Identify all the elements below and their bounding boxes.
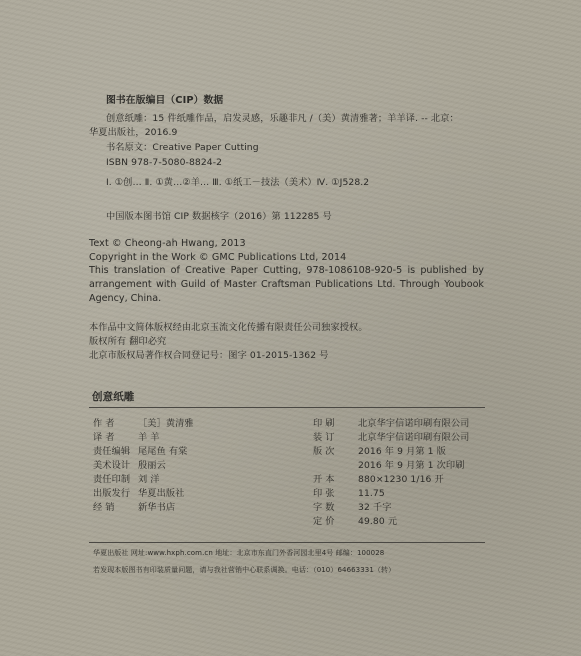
credit-row: 责任印制 刘 洋 (93, 474, 160, 485)
rights-authorization: 本作品中文简体版权经由北京玉流文化传播有限责任公司独家授权。 (89, 322, 368, 333)
footer-publisher-info: 华夏出版社 网址:www.hxph.com.cn 地址：北京市东直门外香河园北里4号 邮编：100028 (93, 549, 385, 557)
credit-row: 出版发行 华夏出版社 (93, 488, 185, 499)
credit-row: 译 者 羊 羊 (93, 432, 160, 443)
credit-row: 作 者 ［美］黄清雅 (93, 418, 194, 429)
footer-quality-notice: 若发现本版图书有印装质量问题，请与我社营销中心联系调换。电话：（010）64663331（转） (93, 566, 396, 574)
divider-top (89, 407, 485, 408)
credit-row: 责任编辑 尾尾鱼 有棠 (93, 446, 188, 457)
credit-row: 经 销 新华书店 (93, 502, 176, 513)
credit-row: 开 本 880×1230 1/16 开 (313, 474, 444, 485)
book-title: 创意纸雕 (92, 391, 135, 403)
credit-row: 印 张 11.75 (313, 488, 385, 499)
copyright-registration: 北京市版权局著作权合同登记号：图字 01-2015-1362 号 (89, 350, 329, 361)
credit-row: 装 订 北京华宇信诺印刷有限公司 (313, 432, 470, 443)
credit-row: 定 价 49.80 元 (313, 516, 398, 527)
credit-row: 2016 年 9 月第 1 次印刷 (358, 460, 465, 471)
copyright-text-line: Text © Cheong-ah Hwang, 2013 (89, 238, 246, 249)
credit-row: 字 数 32 千字 (313, 502, 392, 513)
cip-line-4: ISBN 978-7-5080-8824-2 (106, 157, 223, 168)
credit-row: 版 次 2016 年 9 月第 1 版 (313, 446, 446, 457)
cip-line-2: 华夏出版社，2016.9 (89, 127, 178, 138)
credit-row: 印 刷 北京华宇信诺印刷有限公司 (313, 418, 470, 429)
cip-record-number: 中国版本图书馆 CIP 数据核字（2016）第 112285 号 (106, 211, 332, 222)
cip-heading: 图书在版编目（CIP）数据 (106, 95, 224, 106)
credit-row: 美术设计 殷丽云 (93, 460, 166, 471)
cip-line-5: Ⅰ. ①创… Ⅱ. ①黄…②羊… Ⅲ. ①纸工－技法（美术）Ⅳ. ①J528.2 (106, 177, 370, 188)
cip-line-1: 创意纸雕：15 件纸雕作品，启发灵感，乐趣非凡 /（美）黄清雅著；羊羊译. -- 北京： (106, 113, 459, 124)
copyright-work-line: Copyright in the Work © GMC Publications Ltd, 2014 (89, 252, 347, 263)
divider-bottom (89, 542, 485, 543)
rights-reserved: 版权所有 翻印必究 (89, 336, 167, 347)
cip-line-3: 书名原文：Creative Paper Cutting (106, 142, 259, 153)
translation-notice: This translation of Creative Paper Cutting, 978-1086108-920-5 is published by arrangement with Guild of Master Craftsman Publications Ltd. Through Youbook Agency, China. (89, 265, 484, 304)
